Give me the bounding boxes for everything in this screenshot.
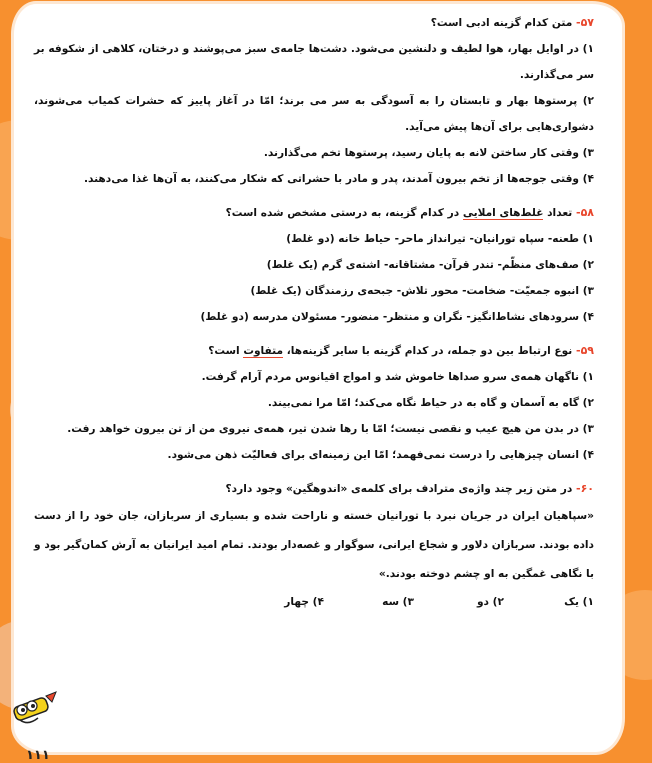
question-stem: تعداد [543,207,573,219]
option-1[interactable]: ۱) ناگهان همه‌ی سرو صداها خاموش شد و امواج اقیانوس مردم آرام گرفت. [201,371,594,383]
question-header [34,476,594,502]
question-header [34,200,594,226]
question-number: ۵۷- [575,16,594,29]
option-4[interactable]: ۴) وقتی جوجه‌ها از تخم بیرون آمدند، پدر و مادر با حشراتی که شکار می‌کنند، به آن‌ها غذا می‌دهند. [83,173,594,185]
option-4[interactable]: ۴) چهار [284,596,324,608]
option-3[interactable]: ۳) انبوه جمعیّت- ضخامت- محور تلاش- جبحه‌ی رزمندگان (یک غلط) [250,285,594,297]
option-2[interactable]: ۲) گاه به آسمان و گاه به در حیاط نگاه می‌کند؛ امّا مرا نمی‌بیند. [267,397,594,409]
option-1[interactable]: ۱) در اوایل بهار، هوا لطیف و دلنشین می‌شود. دشت‌ها جامه‌ی سبز می‌پوشند و درختان، کلاهی از شکوفه بر سر می‌گذارند. [34,43,594,81]
question-stem: نوع ارتباط بین دو جمله، در کدام گزینه با سایر گزینه‌ها، [283,345,573,357]
question-58 [34,200,594,330]
question-60 [34,476,594,615]
question-stem: در کدام گزینه، به درستی مشخص شده است؟ [225,207,463,219]
option-3[interactable]: ۳) وقتی کار ساختن لانه به پایان رسید، پرستوها تخم می‌گذارند. [263,147,594,159]
question-number: ۵۸- [575,206,594,219]
question-stem-highlight: متفاوت [243,345,284,357]
question-number: ۶۰- [575,482,594,495]
question-stem: متن کدام گزینه ادبی است؟ [430,17,573,29]
question-stem-highlight: غلط‌های املایی [462,207,544,219]
pencil-mascot-icon [8,688,60,734]
question-stem: در متن زیر چند واژه‌ی مترادف برای کلمه‌ی «اندوهگین» وجود دارد؟ [225,483,573,495]
option-4[interactable]: ۴) انسان چیزهایی را درست نمی‌فهمد؛ امّا این زمینه‌ای برای فعالیّت ذهن می‌شود. [167,449,594,461]
option-1[interactable]: ۱) طعنه- سپاه تورانیان- تیرانداز ماحر- حیاط خانه (دو غلط) [286,233,594,245]
option-1[interactable]: ۱) یک [564,596,594,608]
option-2[interactable]: ۲) صف‌های منظّم- تندر قرآن- مشتاقانه- اشته‌ی گرم (یک غلط) [266,259,594,271]
page-number: ۱۱۱ [26,748,50,763]
question-header [34,338,594,364]
question-stem: است؟ [208,345,244,357]
question-list [34,10,594,623]
option-3[interactable]: ۳) سه [382,596,414,608]
option-4[interactable]: ۴) سرودهای نشاط‌انگیز- نگران و منتظر- منضور- مسئولان مدرسه (دو غلط) [200,311,594,323]
option-3[interactable]: ۳) در بدن من هیچ عیب و نقصی نیست؛ امّا با رها شدن تیر، همه‌ی نیروی من از تن بیرون خواهد رفت. [67,423,594,435]
question-59 [34,338,594,468]
question-header [34,10,594,36]
option-2[interactable]: ۲) دو [476,596,504,608]
question-57 [34,10,594,192]
question-number: ۵۹- [575,344,594,357]
reading-passage: «سپاهیان ایران در جریان نبرد با تورانیان خسته و ناراحت شده و بسیاری از سربازان، جان خود را از دست داده بودند. سربازان دلاور و شجاع ایرانی، سوگوار و غصه‌دار بودند. تمام امید ایرانیان به آرش کمان‌گیر بود و با نگاهی غمگین به او چشم دوخته بودند.» [34,510,594,580]
options-row [34,589,594,615]
option-2[interactable]: ۲) پرستوها بهار و تابستان را به آسودگی به سر می برند؛ امّا در آغاز پاییز که حشرات کمیاب می‌شوند، دشواری‌هایی برای آن‌ها پیش می‌آید. [34,95,594,133]
